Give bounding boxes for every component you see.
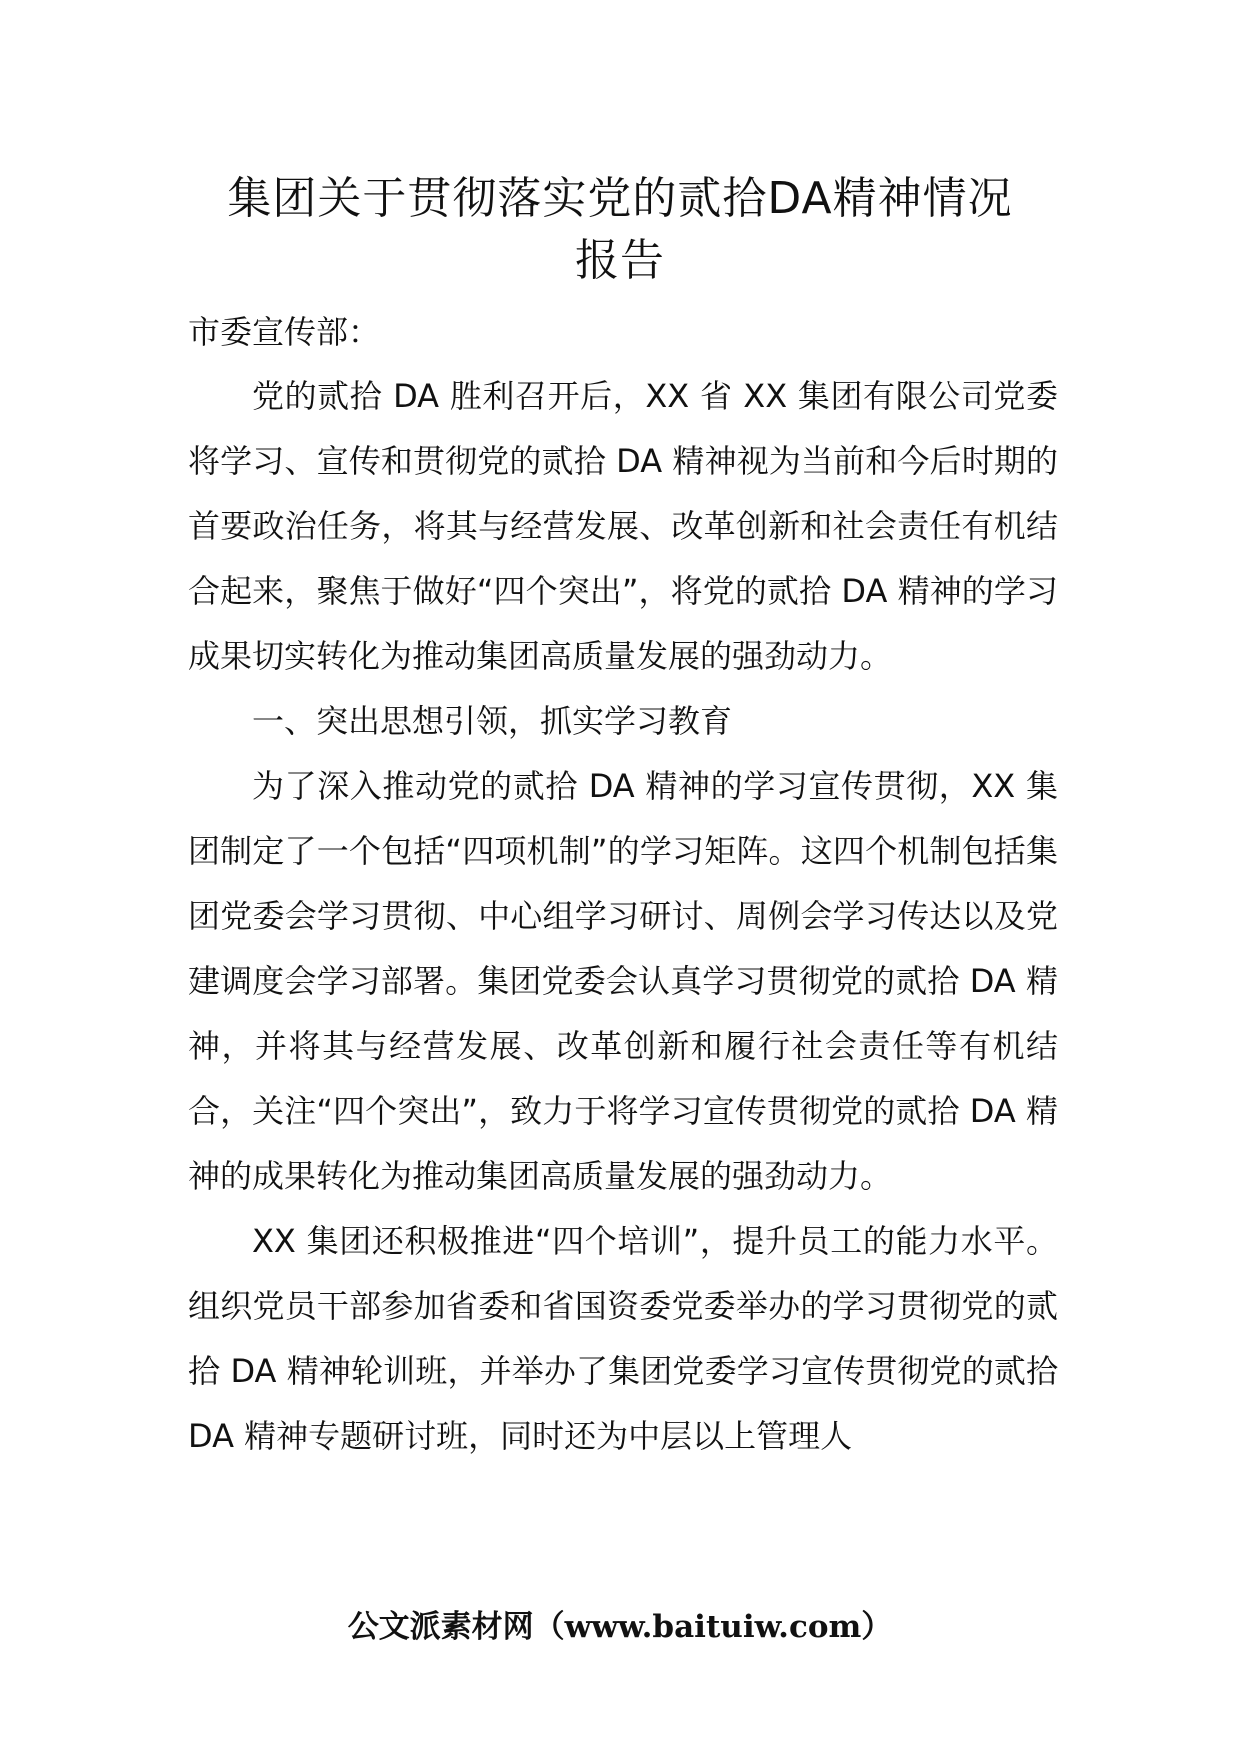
document-title-line-2: 报告 bbox=[575, 235, 665, 286]
document-title-line-1: 集团关于贯彻落实党的贰拾DA精神情况 bbox=[227, 173, 1013, 224]
footer-watermark: 公文派素材网（www.baituiw.com） bbox=[347, 1609, 893, 1645]
section-heading-1: 一、突出思想引领，抓实学习教育 bbox=[252, 702, 733, 740]
paragraph-intro: 党的贰拾 DA 胜利召开后，XX 省 XX 集团有限公司党委将学习、宣传和贯彻党的贰拾 DA 精神视为当前和今后时期的首要政治任务，将其与经营发展、改革创新和社会责任有机结合起来，聚焦于做好“四个突出”，将党的贰拾 DA 精神的学习成果切实转化为推动集团高质量发展的强劲动力。 bbox=[188, 377, 1058, 675]
paragraph-study-matrix: 为了深入推动党的贰拾 DA 精神的学习宣传贯彻，XX 集团制定了一个包括“四项机制”的学习矩阵。这四个机制包括集团党委会学习贯彻、中心组学习研讨、周例会学习传达以及党建调度会学习部署。集团党委会认真学习贯彻党的贰拾 DA 精神，并将其与经营发展、改革创新和履行社会责任等有机结合，关注“四个突出”，致力于将学习宣传贯彻党的贰拾 DA 精神的成果转化为推动集团高质量发展的强劲动力。 bbox=[188, 767, 1058, 1195]
salutation: 市委宣传部： bbox=[188, 313, 381, 351]
document-body bbox=[188, 364, 1058, 1469]
paragraph-training: XX 集团还积极推进“四个培训”，提升员工的能力水平。组织党员干部参加省委和省国资委党委举办的学习贯彻党的贰拾 DA 精神轮训班，并举办了集团党委学习宣传贯彻党的贰拾 DA 精神专题研讨班，同时还为中层以上管理人 bbox=[188, 1222, 1058, 1455]
